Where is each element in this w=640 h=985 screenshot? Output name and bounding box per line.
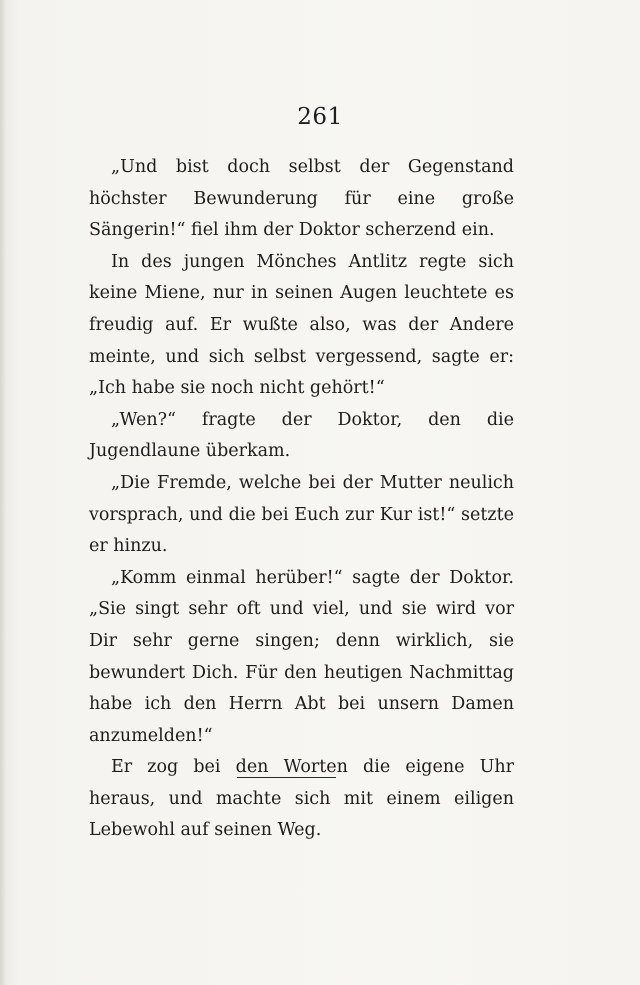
- section-divider-rule: [237, 777, 336, 778]
- paragraph-5: „Komm einmal herüber!“ sagte der Doktor. „Sie singt sehr oft und viel, und sie wird vor Dir sehr gerne singen; denn wirklich, sie bewundert Dich. Für den heutigen Nachmittag habe ich den Herrn Abt bei unsern Damen anzumelden!“: [89, 567, 514, 746]
- paragraph-4: „Die Fremde, welche bei der Mutter neulich vorsprach, und die bei Euch zur Kur ist!“ setzte er hinzu.: [89, 472, 514, 557]
- paragraph-1: „Und bist doch selbst der Gegenstand höchster Bewunderung für eine große Sängerin!“ fiel ihm der Doktor scherzend ein.: [89, 157, 514, 241]
- page-number: 261: [297, 104, 343, 130]
- page-edge-shadow: [0, 0, 6, 985]
- body-text: [89, 152, 514, 847]
- paragraph-6: Er zog bei den Worten die eigene Uhr heraus, und machte sich mit einem eiligen Lebewohl auf seinen Weg.: [89, 757, 514, 841]
- paragraph-3: „Wen?“ fragte der Doktor, den die Jugendlaune überkam.: [89, 409, 514, 462]
- paragraph-2: In des jungen Mönches Antlitz regte sich keine Miene, nur in seinen Augen leuchtete es freudig auf. Er wußte also, was der Andere meinte, und sich selbst vergessend, sagte er: „Ich habe sie noch nicht gehört!“: [89, 251, 514, 399]
